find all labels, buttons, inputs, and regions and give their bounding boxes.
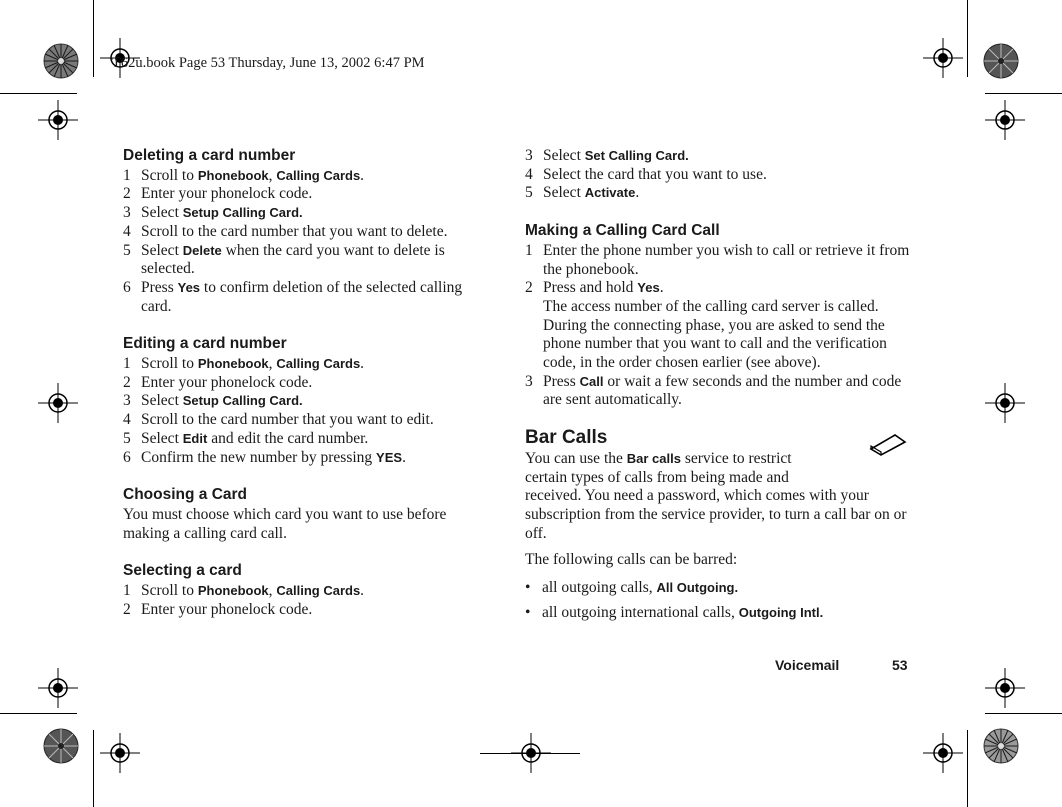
left-column [123,147,493,638]
registration-target-icon [38,100,78,140]
page-number: 53 [892,657,908,673]
crop-mark [967,0,968,77]
crop-mark [480,753,580,754]
section-selecting-card-continued [525,147,910,203]
list-item: 1 Scroll to Phonebook, Calling Cards. [123,355,365,373]
section-heading: Deleting a card number [123,147,296,164]
registration-target-icon [985,383,1025,423]
section-selecting-card [123,562,493,619]
registration-target-icon [985,668,1025,708]
crop-mark [985,93,1062,94]
list-item: 3 Select Setup Calling Card. [123,204,303,222]
registration-target-icon [985,100,1025,140]
list-item: 4 Select the card that you want to use. [525,165,767,183]
section-heading: Choosing a Card [123,486,248,504]
crop-mark [0,713,77,714]
crop-mark [0,93,77,94]
section-bar-calls [525,429,910,622]
sunburst-mark-icon [983,728,1019,764]
list-item: 3 Select Setup Calling Card. [123,392,303,410]
sunburst-mark-icon [983,43,1019,79]
list-item: 5 Select Edit and edit the card number. [123,429,369,447]
footer-section-name: Voicemail [775,657,840,673]
section-deleting-card [123,147,493,316]
section-choosing-card [123,486,493,543]
registration-target-icon [100,733,140,773]
list-item: 4 Scroll to the card number that you want to delete. [123,222,448,240]
registration-target-icon [38,383,78,423]
paragraph: You can use the Bar calls service to restrict certain types of calls from being made and received. You need a password, which comes with your subscription from the service provider, to turn a call bar on or off. [525,449,907,542]
paragraph: You must choose which card you want to use before making a calling card call. [123,505,447,542]
list-item: 6 Confirm the new number by pressing YES. [123,448,406,466]
list-item: 4 Scroll to the card number that you want to edit. [123,411,434,429]
section-heading: Bar Calls [525,427,608,449]
list-item: 1 Scroll to Phonebook, Calling Cards. [123,582,365,600]
section-heading: Making a Calling Card Call [525,222,720,240]
list-item: 5 Select Delete when the card you want to delete is selected. [123,241,445,278]
crop-mark [985,713,1062,714]
registration-target-icon [923,733,963,773]
paragraph: The following calls can be barred: [525,551,738,569]
list-item: 1 Enter the phone number you wish to call or retrieve it from the phonebook. [525,241,910,278]
print-stamp: T62u.book Page 53 Thursday, June 13, 2002 6:47 PM [112,55,425,71]
card-icon [869,433,907,457]
list-item: 2 Enter your phonelock code. [123,373,313,391]
list-item: 2 Press and hold Yes. The access number of the calling card server is called. During the connecting phase, you are asked to send the phone number that you want to call and the verification code, in the order chosen earlier (see above). [525,279,887,372]
section-editing-card [123,335,493,467]
list-item: 2 Enter your phonelock code. [123,600,313,618]
list-item: 3 Press Call or wait a few seconds and the number and code are sent automatically. [525,372,902,409]
sunburst-mark-icon [43,728,79,764]
list-item: 5 Select Activate. [525,184,640,202]
registration-target-icon [38,668,78,708]
list-item: 1 Scroll to Phonebook, Calling Cards. [123,166,365,184]
list-item: • all outgoing calls, All Outgoing. [525,579,739,597]
section-heading: Selecting a card [123,562,242,580]
crop-mark [93,0,94,77]
right-column [525,147,910,622]
crop-mark [967,730,968,807]
list-item: 3 Select Set Calling Card. [525,147,689,164]
section-heading: Editing a card number [123,335,287,353]
sunburst-mark-icon [43,43,79,79]
registration-target-icon [923,38,963,78]
list-item: • all outgoing international calls, Outgoing Intl. [525,603,824,621]
crop-mark [93,730,94,807]
list-item: 6 Press Yes to confirm deletion of the selected calling card. [123,278,463,315]
section-making-calling-card-call [525,222,910,410]
list-item: 2 Enter your phonelock code. [123,185,313,203]
